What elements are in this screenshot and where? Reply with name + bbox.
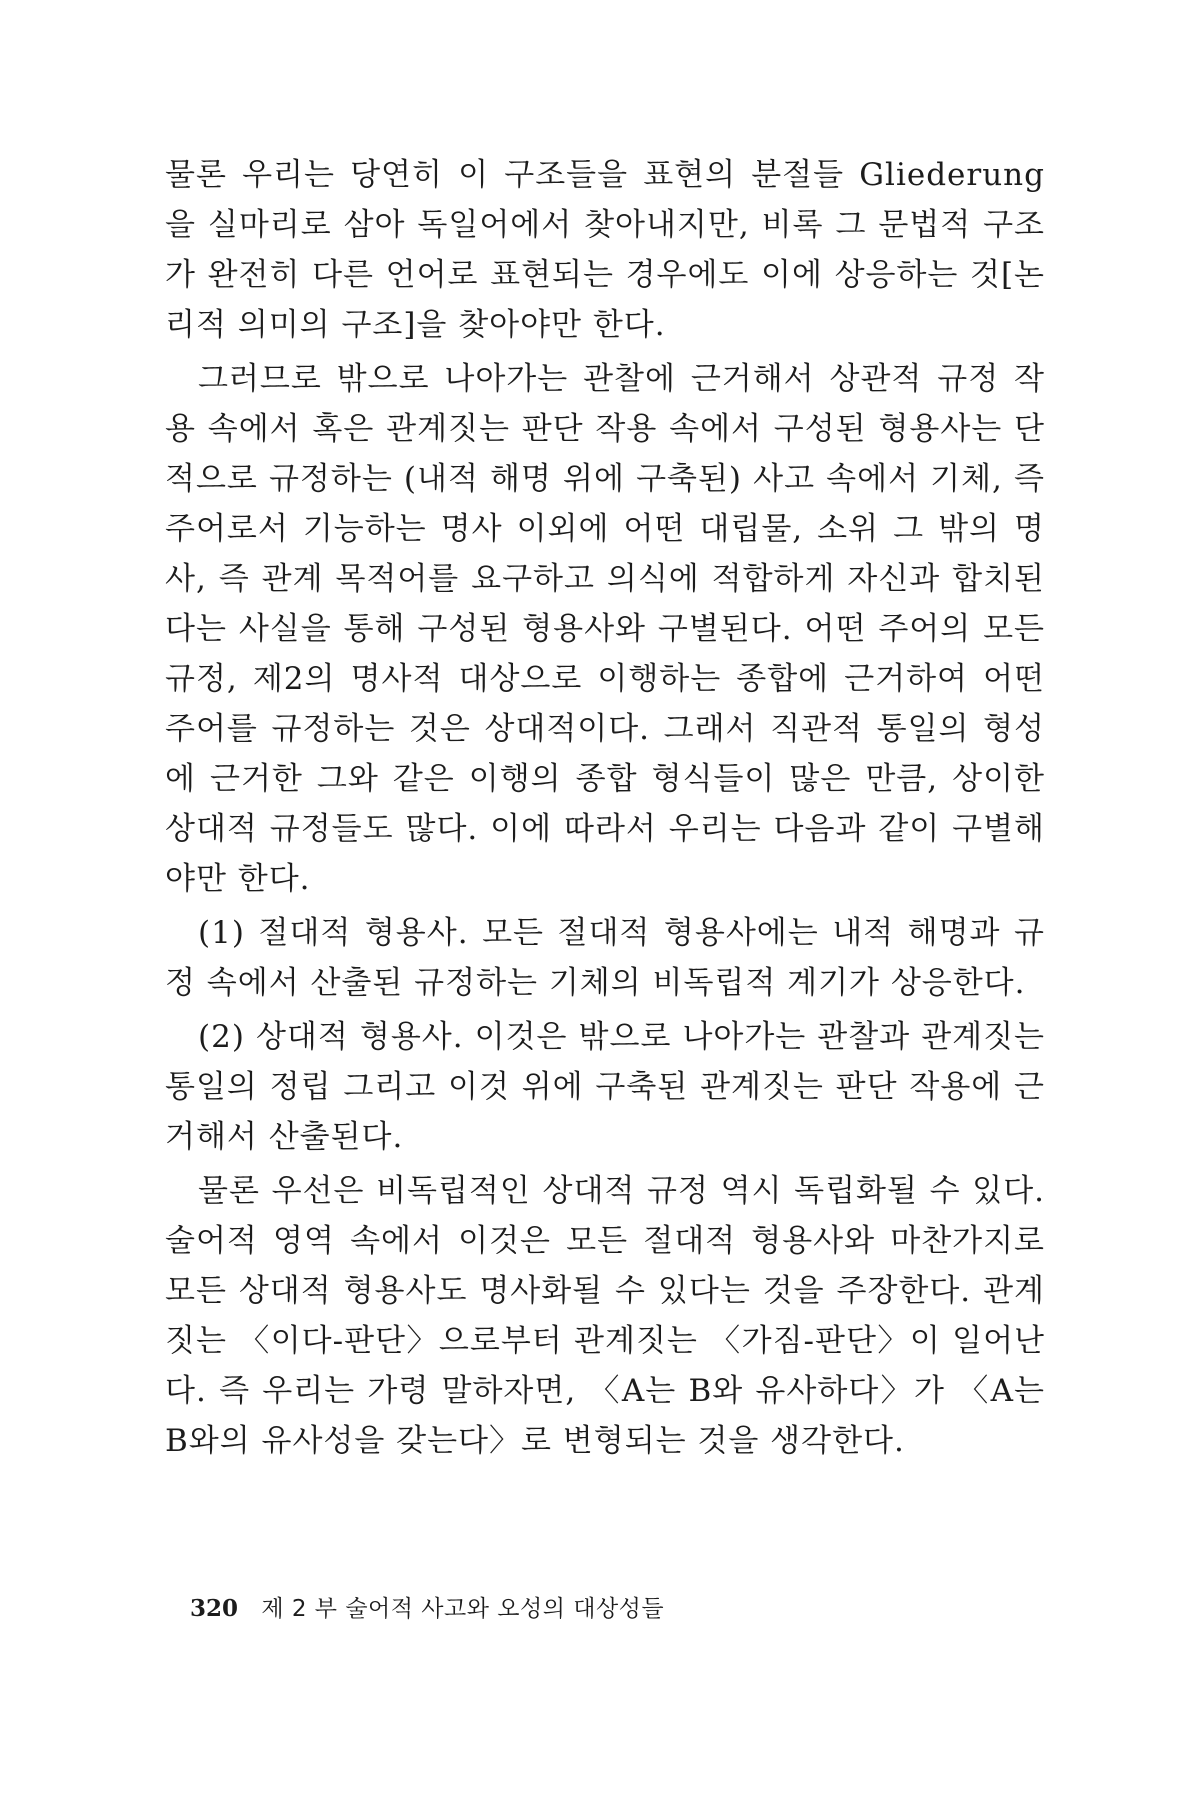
body-text (165, 150, 1045, 1470)
page-footer (190, 1590, 664, 1623)
page-number: 320 (190, 1595, 239, 1622)
paragraph-4: (2) 상대적 형용사. 이것은 밖으로 나아가는 관찰과 관계짓는 통일의 정립 그리고 이것 위에 구축된 관계짓는 판단 작용에 근거해서 산출된다. (165, 1019, 1045, 1155)
paragraph-5: 물론 우선은 비독립적인 상대적 규정 역시 독립화될 수 있다. 술어적 영역 속에서 이것은 모든 절대적 형용사와 마찬가지로 모든 상대적 형용사도 명사화될 수 있다는 것을 주장한다. 관계짓는 〈이다-판단〉으로부터 관계짓는 〈가짐-판단〉이 일어난다. 즉 우리는 가령 말하자면, 〈A는 B와 유사하다〉가 〈A는 B와의 유사성을 갖는다〉로 변형되는 것을 생각한다. (165, 1173, 1045, 1459)
paragraph-2: 그러므로 밖으로 나아가는 관찰에 근거해서 상관적 규정 작용 속에서 혹은 관계짓는 판단 작용 속에서 구성된 형용사는 단적으로 규정하는 (내적 해명 위에 구축된) 사고 속에서 기체, 즉 주어로서 기능하는 명사 이외에 어떤 대립물, 소위 그 밖의 명사, 즉 관계 목적어를 요구하고 의식에 적합하게 자신과 합치된다는 사실을 통해 구성된 형용사와 구별된다. 어떤 주어의 모든 규정, 제2의 명사적 대상으로 이행하는 종합에 근거하여 어떤 주어를 규정하는 것은 상대적이다. 그래서 직관적 통일의 형성에 근거한 그와 같은 이행의 종합 형식들이 많은 만큼, 상이한 상대적 규정들도 많다. 이에 따라서 우리는 다음과 같이 구별해야만 한다. (165, 361, 1045, 897)
running-head: 제 2 부 술어적 사고와 오성의 대상성들 (261, 1596, 665, 1622)
paragraph-1: 물론 우리는 당연히 이 구조들을 표현의 분절들 Gliederung을 실마리로 삼아 독일어에서 찾아내지만, 비록 그 문법적 구조가 완전히 다른 언어로 표현되는 경우에도 이에 상응하는 것[논리적 의미의 구조]을 찾아야만 한다. (165, 157, 1045, 343)
paragraph-3: (1) 절대적 형용사. 모든 절대적 형용사에는 내적 해명과 규정 속에서 산출된 규정하는 기체의 비독립적 계기가 상응한다. (165, 915, 1045, 1001)
